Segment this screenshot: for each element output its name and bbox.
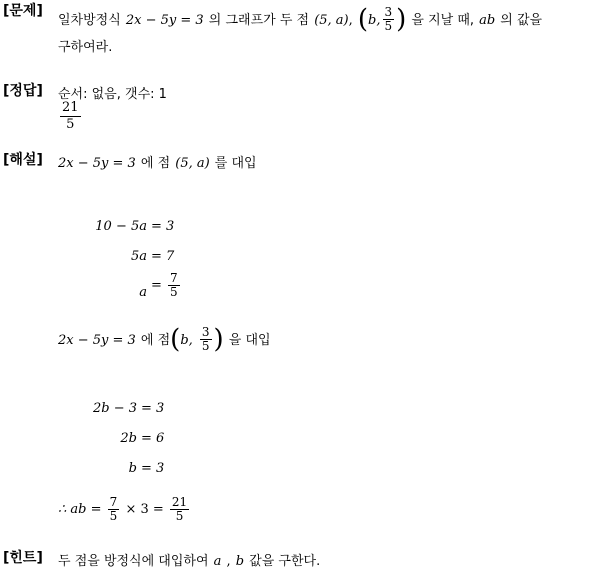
eq3-lhs: a: [139, 285, 147, 300]
eq1-lhs: 10 − 5a: [95, 219, 147, 234]
solution-step1-point: (5, a): [175, 156, 210, 171]
eq1-rhs: = 3: [151, 219, 175, 234]
eq4-rhs: = 3: [141, 401, 165, 416]
solution-step2-open: (: [170, 324, 181, 355]
solution-final: [58, 496, 191, 523]
fraction-denominator: 5: [66, 117, 75, 132]
fraction-denominator: 5: [201, 339, 210, 353]
final-mid: × 3 =: [125, 502, 164, 517]
answer-label: [정답]: [3, 83, 43, 99]
hint-text1: 두 점을 방정식에 대입하여: [58, 554, 209, 569]
fraction-numerator: 21: [171, 495, 188, 509]
solution-step2-close: ): [213, 324, 224, 355]
answer-fraction: [60, 100, 81, 133]
problem-ab: ab: [479, 13, 496, 28]
eq3-fraction: [168, 272, 180, 299]
fraction-numerator: 7: [170, 271, 178, 285]
answer-meta: 순서: 없음, 갯수: 1: [58, 87, 167, 102]
solution-step2: [58, 326, 271, 353]
problem-point1: (5, a): [314, 13, 349, 28]
hint-sep: ,: [226, 554, 231, 569]
fraction-denominator: 5: [170, 285, 178, 299]
solution-label: [해설]: [3, 152, 43, 168]
solution-step1-equation: 2x − 5y = 3: [58, 156, 136, 171]
problem-point2-fraction: [383, 6, 395, 33]
fraction-denominator: 5: [384, 19, 393, 33]
hint-label: [힌트]: [3, 550, 43, 566]
solution-step2-tail: 을 대입: [228, 333, 271, 348]
hint-b: b: [235, 554, 245, 569]
solution-step2-b: b,: [180, 333, 193, 348]
fraction-numerator: 3: [384, 5, 393, 19]
eq6-rhs: = 3: [141, 461, 165, 476]
eq3-equals: =: [151, 278, 162, 293]
problem-lead: 일차방정식: [58, 13, 121, 28]
solution-step1-text: 에 점: [140, 156, 171, 171]
problem-tail2: 의 값을: [500, 13, 543, 28]
eq4-lhs: 2b − 3: [92, 401, 137, 416]
final-fraction-1: [108, 496, 120, 523]
fraction-denominator: 5: [109, 509, 118, 523]
problem-line2: 구하여라.: [58, 40, 113, 55]
solution-step1-tail: 를 대입: [214, 156, 257, 171]
answer-value: [58, 100, 83, 133]
eq5-rhs: = 6: [141, 431, 165, 446]
eq6-lhs: b: [128, 461, 137, 476]
hint-text2: 값을 구한다.: [249, 554, 321, 569]
problem-middle: 의 그래프가 두 점: [208, 13, 310, 28]
solution-step2-equation: 2x − 5y = 3: [58, 333, 136, 348]
problem-separator: ,: [348, 13, 353, 28]
eq2-rhs: = 7: [151, 249, 175, 264]
eq2-lhs: 5a: [130, 249, 147, 264]
problem-statement: [58, 6, 542, 33]
problem-point2-open: (: [357, 4, 369, 35]
hint-text: [58, 550, 320, 569]
fraction-denominator: 5: [175, 509, 184, 523]
eq3-rhs: [151, 272, 182, 299]
fraction-numerator: 7: [109, 495, 118, 509]
problem-point2-b: b,: [368, 13, 381, 28]
solution-step1: [58, 152, 257, 171]
final-fraction-2: [170, 496, 189, 523]
fraction-numerator: 21: [62, 100, 79, 115]
fraction-numerator: 3: [201, 325, 210, 339]
problem-tail: 을 지날 때,: [411, 13, 475, 28]
hint-a: a: [213, 554, 222, 569]
problem-equation: 2x − 5y = 3: [125, 13, 204, 28]
solution-step2-fraction: [200, 326, 212, 353]
problem-label: [문제]: [3, 3, 43, 19]
solution-step2-text: 에 점: [140, 333, 171, 348]
eq5-lhs: 2b: [120, 431, 137, 446]
problem-point2-close: ): [396, 4, 407, 35]
final-prefix: ∴ ab =: [58, 502, 102, 517]
